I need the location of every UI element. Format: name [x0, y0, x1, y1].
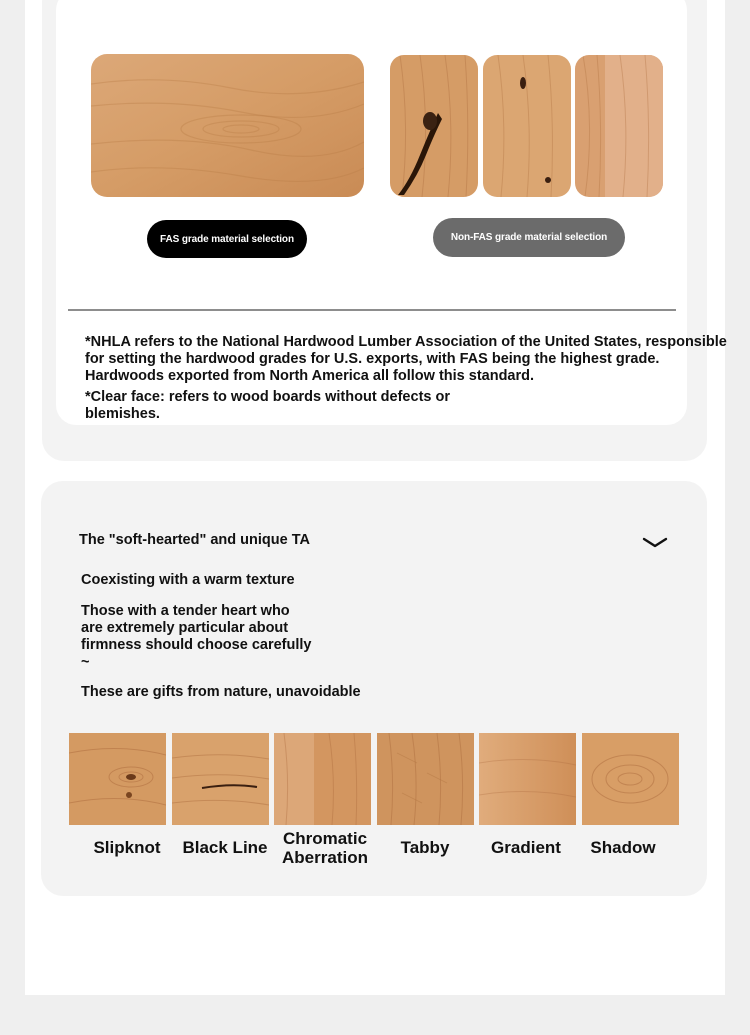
feature-label-gradient: Gradient — [491, 838, 561, 857]
section-line-1: Coexisting with a warm texture — [81, 572, 295, 588]
slipknot-swatch — [69, 733, 166, 825]
fas-grade-badge: FAS grade material selection — [147, 220, 307, 258]
section-title: The "soft-hearted" and unique TA — [79, 532, 310, 548]
feature-label-chromatic-aberration: Chromatic Aberration — [282, 829, 368, 867]
divider — [68, 309, 676, 311]
section-line-2a: Those with a tender heart who — [81, 603, 290, 619]
non-fas-board-image-2 — [483, 55, 571, 197]
section-line-2b: are extremely particular about — [81, 620, 289, 636]
shadow-swatch — [582, 733, 679, 825]
section-line-3: These are gifts from nature, unavoidable — [81, 684, 361, 700]
feature-label-slipknot: Slipknot — [93, 838, 161, 857]
nhla-note: *NHLA refers to the National Hardwood Lumber Association of the United States, responsible for setting the hardwood grades for U.S. exports, with FAS being the highest grade. Hardwoods exported from North America all follow this standard. — [85, 334, 727, 384]
section-line-2 — [81, 603, 321, 671]
clear-face-note: *Clear face: refers to wood boards without defects or blemishes. — [85, 389, 450, 422]
fas-board-image — [91, 54, 364, 197]
black-line-swatch — [172, 733, 269, 825]
non-fas-board-image-3 — [575, 55, 663, 197]
non-fas-grade-badge: Non-FAS grade material selection — [433, 218, 625, 257]
section-line-2c: firmness should choose carefully — [81, 637, 312, 653]
chromatic-aberration-swatch — [274, 733, 371, 825]
non-fas-board-image-1 — [390, 55, 478, 197]
feature-label-black-line: Black Line — [182, 838, 268, 857]
chevron-down-icon[interactable] — [642, 536, 668, 550]
gradient-swatch — [479, 733, 576, 825]
section-line-2d: ~ — [81, 654, 90, 670]
tabby-swatch — [377, 733, 474, 825]
feature-label-shadow: Shadow — [590, 838, 656, 857]
feature-label-tabby: Tabby — [400, 838, 450, 857]
